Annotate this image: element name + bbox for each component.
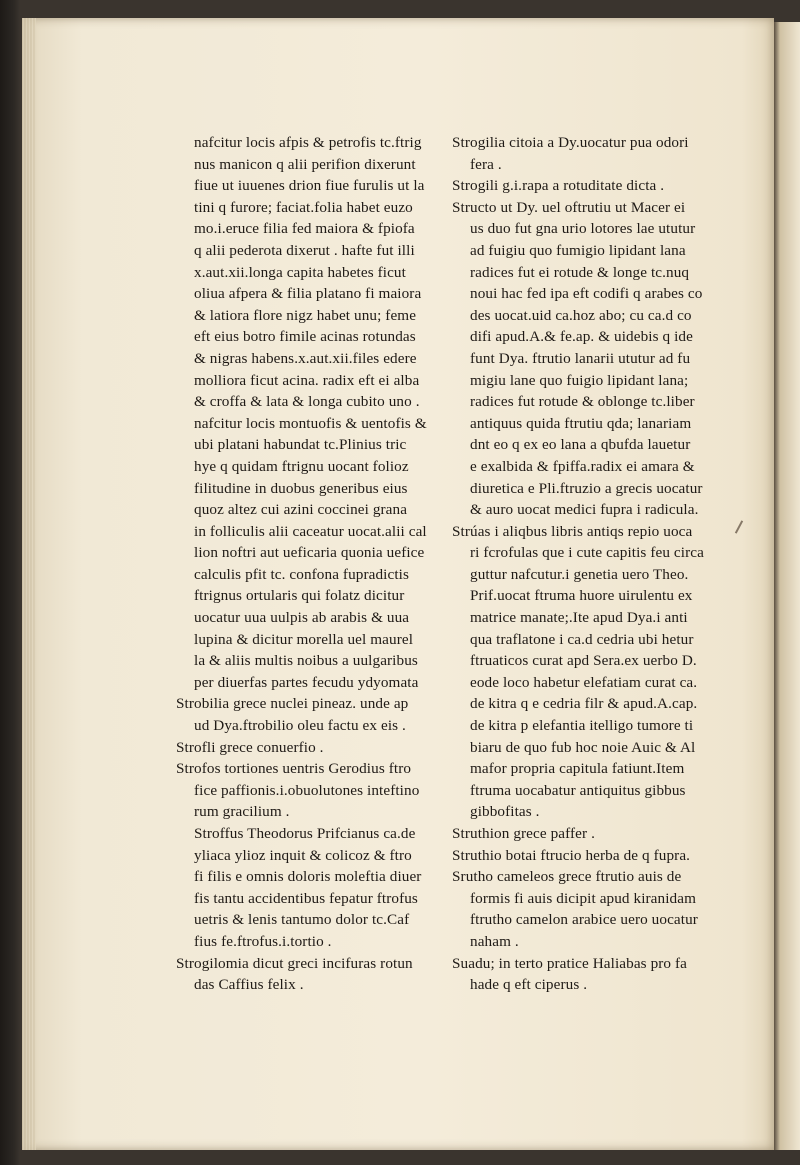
text-line: de kitra p elefantia itelligo tumore ti bbox=[470, 717, 694, 735]
text-line: hade q eft ciperus . bbox=[470, 976, 588, 994]
text-line: ftrignus ortularis qui folatz dicitur bbox=[194, 587, 405, 605]
text-line: ud Dya.ftrobilio oleu factu ex eis . bbox=[194, 717, 406, 735]
text-line: fius fe.ftrofus.i.tortio . bbox=[194, 932, 332, 950]
page-edge bbox=[22, 18, 36, 1150]
text-line: la & aliis multis noibus a uulgaribus bbox=[194, 652, 418, 670]
text-line: Suadu; in terto pratice Haliabas pro fa bbox=[452, 954, 688, 972]
text-line: ad fuigiu quo fumigio lipidant lana bbox=[470, 241, 686, 259]
text-line: noui hac fed ipa eft codifi q arabes co bbox=[470, 285, 703, 303]
text-line: ri fcrofulas que i cute capitis feu circa bbox=[470, 544, 704, 562]
text-line: nus manicon q alii perifion dixerunt bbox=[194, 155, 416, 173]
text-line: q alii pederota dixerut . hafte fut illi bbox=[194, 241, 415, 259]
text-line: gibbofitas . bbox=[470, 803, 540, 821]
text-line: ftrutho camelon arabice uero uocatur bbox=[470, 911, 698, 929]
text-line: & auro uocat medici fupra i radicula. bbox=[470, 501, 699, 519]
text-line: de kitra q e cedria filr & apud.A.cap. bbox=[470, 695, 698, 713]
text-line: & latiora flore nigz habet unu; feme bbox=[194, 306, 417, 324]
text-line: uetris & lenis tantumo dolor tc.Caf bbox=[194, 911, 410, 929]
text-line: funt Dya. ftrutio lanarii ututur ad fu bbox=[470, 349, 691, 367]
right-text-column bbox=[452, 132, 714, 996]
text-line: nafcitur locis montuofis & uentofis & bbox=[194, 414, 427, 432]
text-line: hye q quidam ftrignu uocant folioz bbox=[194, 457, 409, 475]
text-line: lupina & dicitur morella uel maurel bbox=[194, 630, 414, 648]
text-line: fiue ut iuuenes drion fiue furulis ut la bbox=[194, 177, 425, 195]
text-line: & nigras habens.x.aut.xii.files edere bbox=[194, 349, 417, 367]
text-line: Struthion grece paffer . bbox=[452, 825, 595, 842]
text-line: dnt eo q ex eo lana a qbufda lauetur bbox=[470, 436, 691, 454]
text-line: mo.i.eruce filia fed maiora & fpiofa bbox=[194, 220, 415, 238]
text-line: Stroffus Theodorus Prifcianus ca.de bbox=[194, 825, 416, 842]
text-line: mafor propria capitula fatiunt.Item bbox=[470, 760, 685, 778]
text-line: & croffa & lata & longa cubito uno . bbox=[194, 393, 420, 411]
text-line: rum gracilium . bbox=[194, 803, 290, 821]
text-line: oliua afpera & filia platano fi maiora bbox=[194, 285, 422, 303]
text-line: Strúas i aliqbus libris antiqs repio uoca bbox=[452, 522, 693, 540]
text-line: filitudine in duobus generibus eius bbox=[194, 479, 408, 497]
facing-page-edge bbox=[774, 22, 800, 1150]
text-line: per diuerfas partes fecudu ydyomata bbox=[194, 673, 419, 691]
text-line: eft eius botro fimile acinas rotundas bbox=[194, 328, 416, 346]
text-line: Strogilia citoia a Dy.uocatur pua odori bbox=[452, 134, 689, 151]
text-line: fera . bbox=[470, 155, 502, 173]
text-line: Struthio botai ftrucio herba de q fupra. bbox=[452, 846, 691, 864]
text-line: Structo ut Dy. uel oftrutiu ut Macer ei bbox=[452, 198, 686, 216]
text-line: yliaca ylioz inquit & colicoz & ftro bbox=[194, 846, 412, 864]
text-line: Srutho cameleos grece ftrutio auis de bbox=[452, 868, 682, 886]
text-line: e exalbida & fpiffa.radix ei amara & bbox=[470, 457, 695, 475]
text-line: Strofos tortiones uentris Gerodius ftro bbox=[176, 760, 412, 778]
text-line: x.aut.xii.longa capita habetes ficut bbox=[194, 263, 406, 281]
text-line: quoz altez cui azini coccinei grana bbox=[194, 501, 408, 519]
text-line: radices fut rotude & oblonge tc.liber bbox=[470, 393, 695, 411]
text-line: calculis pfit tc. confona fupradictis bbox=[194, 565, 409, 583]
left-text-column bbox=[176, 132, 438, 996]
text-line: guttur nafcutur.i genetia uero Theo. bbox=[470, 565, 689, 583]
text-line: radices fut ei rotude & longe tc.nuq bbox=[470, 263, 690, 281]
text-line: biaru de quo fub hoc noie Auic & Al bbox=[470, 738, 696, 756]
text-line: antiquus quida ftrutiu qda; lanariam bbox=[470, 414, 692, 432]
text-line: in folliculis alii caceatur uocat.alii cal bbox=[194, 522, 427, 540]
text-line: diuretica e Pli.ftruzio a grecis uocatur bbox=[470, 479, 703, 497]
text-line: uocatur uua uulpis ab arabis & uua bbox=[194, 609, 410, 627]
text-line: das Caffius felix . bbox=[194, 976, 304, 994]
text-line: fi filis e omnis doloris moleftia diuer bbox=[194, 868, 422, 886]
text-line: tini q furore; faciat.folia habet euzo bbox=[194, 198, 413, 216]
text-line: nafcitur locis afpis & petrofis tc.ftrig bbox=[194, 134, 422, 151]
text-line: fis tantu accidentibus fepatur ftrofus bbox=[194, 889, 418, 907]
text-line: Strogili g.i.rapa a rotuditate dicta . bbox=[452, 177, 665, 195]
text-line: Strogilomia dicut greci incifuras rotun bbox=[176, 954, 413, 972]
text-line: Strofli grece conuerfio . bbox=[176, 738, 324, 756]
text-line: fice paffionis.i.obuolutones inteftino bbox=[194, 781, 420, 799]
text-line: ubi platani habundat tc.Plinius tric bbox=[194, 436, 407, 454]
text-line: migiu lane quo fuigio lipidant lana; bbox=[470, 371, 689, 389]
text-line: Strobilia grece nuclei pineaz. unde ap bbox=[176, 695, 409, 713]
text-line: ftruma uocabatur antiquitus gibbus bbox=[470, 781, 686, 799]
text-line: formis fi auis dicipit apud kiranidam bbox=[470, 889, 696, 907]
text-line: us duo fut gna urio lotores lae ututur bbox=[470, 220, 696, 238]
text-line: eode loco habetur elefatiam curat ca. bbox=[470, 673, 698, 691]
text-line: ftruaticos curat apd Sera.ex uerbo D. bbox=[470, 652, 697, 670]
text-line: molliora ficut acina. radix eft ei alba bbox=[194, 371, 420, 389]
text-line: matrice manate;.Ite apud Dya.i anti bbox=[470, 609, 688, 627]
text-line: naham . bbox=[470, 932, 519, 950]
text-line: des uocat.uid ca.hoz abo; cu ca.d co bbox=[470, 306, 692, 324]
text-line: difi apud.A.& fe.ap. & uidebis q ide bbox=[470, 328, 693, 346]
text-line: lion noftri aut ueficaria quonia uefice bbox=[194, 544, 425, 562]
text-line: Prif.uocat ftruma huore uirulentu ex bbox=[470, 587, 693, 605]
text-line: qua traflatone i ca.d cedria ubi hetur bbox=[470, 630, 694, 648]
